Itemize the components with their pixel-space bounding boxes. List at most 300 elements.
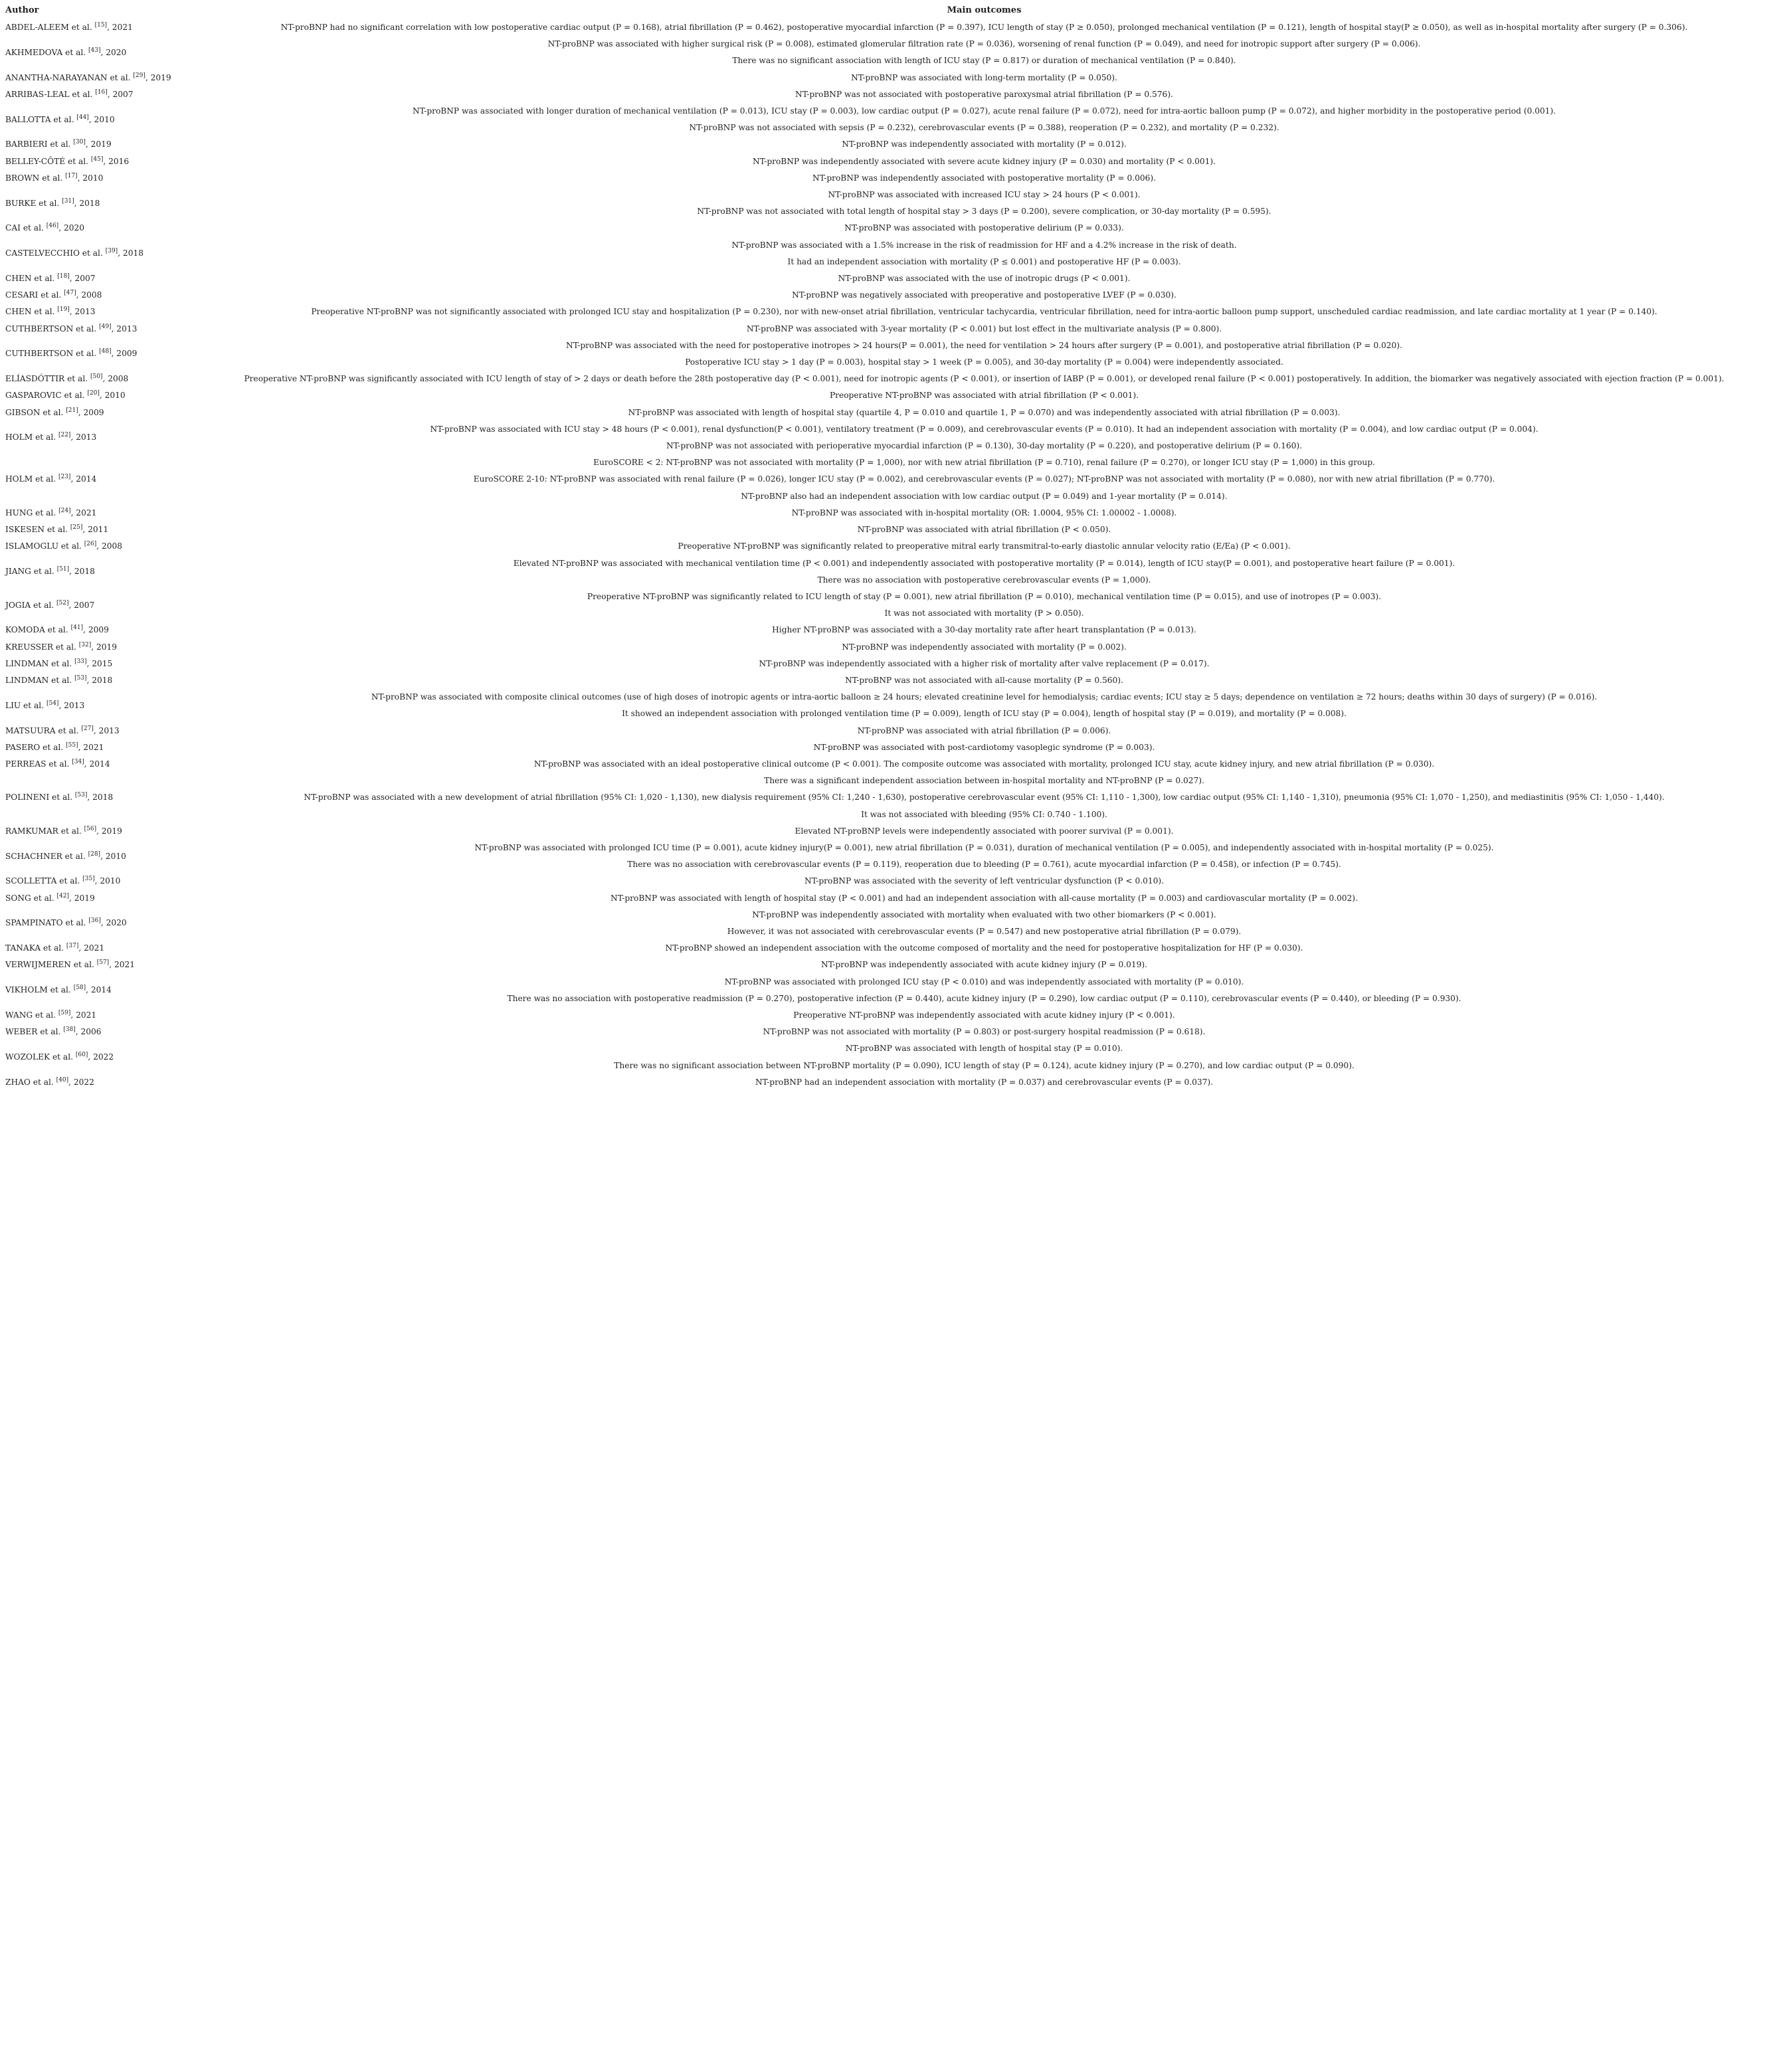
- outcome-cell: [179, 773, 1789, 823]
- outcome-text: NT-proBNP was associated with a new development of atrial fibrillation (95% CI: 1,020 - 1,130), new dialysis requirement (95% CI: 1,240 - 1,630), postoperative cerebrovascular event (95% CI: 1,110 - 1,300), low cardiac output (95% CI: 1,140 - 1,310), pneumonia (95% CI: 1,070 - 1,250), and mediastinitis (95% CI: 1,050 - 1,440).: [304, 793, 1665, 802]
- outcome-cell: [179, 823, 1789, 840]
- publication-year: , 2007: [69, 274, 96, 284]
- outcome-text: Postoperative ICU stay > 1 day (P = 0.003), hospital stay > 1 week (P = 0.005), and 30-day mortality (P = 0.004) were independently associated.: [685, 357, 1283, 367]
- reference-number: [30]: [73, 139, 86, 146]
- outcome-cell: [179, 521, 1789, 538]
- table-row: [0, 19, 1789, 36]
- author-name: CHEN et al.: [5, 274, 55, 284]
- publication-year: , 2015: [86, 658, 113, 668]
- publication-year: , 2014: [70, 474, 97, 484]
- outcome-text: Preoperative NT-proBNP was not significantly associated with prolonged ICU stay and hospitalization (P = 0.230), nor with new-onset atrial fibrillation, ventricular tachycardia, ventricular fibrillation, need for intra-aortic balloon pump support, unscheduled cardiac readmission, and late cardiac mortality at 1 year (P = 0.140).: [311, 307, 1657, 317]
- outcome-cell: [179, 555, 1789, 589]
- author-cell: [0, 405, 179, 421]
- outcome-text: There was no significant association between NT-proBNP mortality (P = 0.090), ICU length of stay (P = 0.124), acute kidney injury (P = 0.270), and low cardiac output (P = 0.090).: [614, 1060, 1355, 1070]
- outcome-text: NT-proBNP was associated with post-cardiotomy vasoplegic syndrome (P = 0.003).: [813, 742, 1155, 752]
- table-row: [0, 387, 1789, 404]
- reference-number: [48]: [99, 348, 112, 355]
- outcome-text: NT-proBNP was negatively associated with preoperative and postoperative LVEF (P = 0.030).: [792, 290, 1177, 300]
- author-cell: [0, 19, 179, 36]
- outcome-cell: [179, 387, 1789, 404]
- table-row: [0, 287, 1789, 304]
- table-row: [0, 756, 1789, 773]
- outcome-text: NT-proBNP was associated with atrial fibrillation (P = 0.006).: [857, 725, 1111, 735]
- author-name: CHEN et al.: [5, 307, 55, 317]
- reference-number: [58]: [73, 985, 86, 992]
- outcome-cell: [179, 36, 1789, 69]
- table-row: [0, 521, 1789, 538]
- table-row: [0, 940, 1789, 957]
- outcome-text: NT-proBNP was independently associated with severe acute kidney injury (P = 0.030) and mortality (P < 0.001).: [753, 156, 1216, 166]
- table-row: [0, 270, 1789, 287]
- author-cell: [0, 1024, 179, 1040]
- author-name: LINDMAN et al.: [5, 658, 72, 668]
- outcome-text: There was no association with postoperative cerebrovascular events (P = 1,000).: [817, 575, 1151, 585]
- table-row: [0, 237, 1789, 270]
- author-cell: [0, 756, 179, 773]
- publication-year: , 2009: [83, 625, 109, 635]
- table-row: [0, 70, 1789, 86]
- author-cell: [0, 287, 179, 304]
- author-name: RAMKUMAR et al.: [5, 826, 82, 836]
- publication-year: , 2013: [70, 432, 97, 442]
- publication-year: , 2021: [107, 23, 133, 32]
- table-row: [0, 337, 1789, 371]
- table-row: [0, 723, 1789, 739]
- publication-year: , 2010: [94, 876, 121, 886]
- publication-year: , 2013: [93, 725, 120, 735]
- publication-year: , 2020: [58, 223, 84, 233]
- main-outcomes-column-header: Main outcomes: [947, 5, 1022, 15]
- outcome-cell: [179, 739, 1789, 756]
- publication-year: , 2019: [145, 72, 171, 82]
- author-name: CASTELVECCHIO et al.: [5, 248, 103, 258]
- publication-year: , 2021: [78, 742, 104, 752]
- reference-number: [17]: [65, 172, 78, 179]
- author-name: GIBSON et al.: [5, 407, 64, 417]
- author-cell: [0, 36, 179, 69]
- reference-number: [40]: [56, 1076, 69, 1083]
- publication-year: , 2021: [109, 960, 135, 970]
- publication-year: , 2019: [85, 140, 112, 149]
- publication-year: , 2021: [70, 1010, 97, 1020]
- outcome-text: NT-proBNP was associated with length of hospital stay (P < 0.001) and had an independent association with all-cause mortality (P = 0.003) and cardiovascular mortality (P = 0.002).: [611, 893, 1358, 903]
- reference-number: [22]: [58, 432, 71, 439]
- author-cell: [0, 337, 179, 371]
- author-name: LIU et al.: [5, 700, 45, 710]
- outcome-text: NT-proBNP was independently associated with mortality (P = 0.002).: [842, 642, 1127, 652]
- reference-number: [54]: [46, 700, 59, 707]
- table-row: [0, 405, 1789, 421]
- author-cell: [0, 773, 179, 823]
- outcome-text: NT-proBNP was not associated with total length of hospital stay > 3 days (P = 0.200), severe complication, or 30-day mortality (P = 0.595).: [697, 207, 1271, 217]
- table-row: [0, 823, 1789, 840]
- outcome-text: NT-proBNP was independently associated with a higher risk of mortality after valve replacement (P = 0.017).: [759, 658, 1210, 668]
- reference-number: [33]: [74, 658, 87, 665]
- table-row: [0, 1007, 1789, 1024]
- outcome-cell: [179, 103, 1789, 136]
- outcome-text: NT-proBNP was associated with length of hospital stay (quartile 4, P = 0.010 and quartile 1, P = 0.070) and was independently associated with atrial fibrillation (P = 0.003).: [628, 407, 1341, 417]
- outcome-text: However, it was not associated with cerebrovascular events (P = 0.547) and new postoperative atrial fibrillation (P = 0.079).: [727, 926, 1242, 936]
- outcome-text: Elevated NT-proBNP levels were independently associated with poorer survival (P = 0.001).: [795, 826, 1174, 836]
- outcome-cell: [179, 1074, 1789, 1091]
- table-body: [0, 19, 1789, 1091]
- outcome-text: NT-proBNP was independently associated with postoperative mortality (P = 0.006).: [812, 173, 1156, 183]
- reference-number: [51]: [56, 566, 70, 573]
- outcome-cell: [179, 337, 1789, 371]
- table-row: [0, 639, 1789, 656]
- publication-year: , 2014: [86, 985, 112, 995]
- author-name: ARRIBAS-LEAL et al.: [5, 89, 93, 99]
- table-row: [0, 1074, 1789, 1091]
- author-cell: [0, 421, 179, 454]
- author-name: KREUSSER et al.: [5, 642, 76, 652]
- publication-year: , 2011: [82, 525, 109, 535]
- publication-year: , 2008: [96, 541, 122, 551]
- outcome-text: There was a significant independent association between in-hospital mortality and NT-proBNP (P = 0.027).: [764, 776, 1204, 786]
- author-name: ABDEL-ALEEM et al.: [5, 23, 92, 32]
- publication-year: , 2009: [111, 349, 138, 359]
- outcome-text: NT-proBNP was associated with an ideal postoperative clinical outcome (P < 0.001). The composite outcome was associated with mortality, prolonged ICU stay, acute kidney injury, and new atrial fibrillation (P = 0.030).: [533, 759, 1435, 769]
- outcome-text: Preoperative NT-proBNP was significantly related to preoperative mitral early transmitral-to-early diastolic annular velocity ratio (E/Ea) (P < 0.001).: [678, 541, 1291, 551]
- author-name: JIANG et al.: [5, 567, 54, 577]
- reference-number: [23]: [58, 474, 71, 481]
- author-cell: [0, 723, 179, 739]
- author-cell: [0, 1040, 179, 1074]
- outcome-cell: [179, 723, 1789, 739]
- reference-number: [21]: [66, 407, 78, 414]
- author-name: CUTHBERTSON et al.: [5, 349, 97, 359]
- outcome-text: NT-proBNP was associated with ICU stay > 48 hours (P < 0.001), renal dysfunction(P < 0.001), ventilatory treatment (P = 0.009), and cerebrovascular events (P = 0.010). It had an independent association with mortality (P = 0.004), and low cardiac output (P = 0.004).: [430, 424, 1539, 434]
- outcome-cell: [179, 1040, 1789, 1074]
- author-name: MATSUURA et al.: [5, 725, 79, 735]
- author-name: BURKE et al.: [5, 198, 60, 208]
- publication-year: , 2018: [86, 675, 113, 685]
- publication-year: , 2020: [100, 918, 127, 928]
- outcome-text: NT-proBNP was not associated with mortality (P = 0.803) or post-surgery hospital readmission (P = 0.618).: [763, 1027, 1206, 1037]
- outcome-text: NT-proBNP was associated with prolonged ICU stay (P < 0.010) and was independently associated with mortality (P = 0.010).: [724, 977, 1244, 987]
- outcome-cell: [179, 287, 1789, 304]
- publication-year: , 2020: [100, 47, 127, 57]
- reference-number: [50]: [90, 373, 103, 381]
- outcome-cell: [179, 19, 1789, 36]
- reference-number: [56]: [84, 825, 97, 832]
- table-header-row: [0, 0, 1789, 19]
- outcome-text: Preoperative NT-proBNP was significantly associated with ICU length of stay of > 2 days or death before the 28th postoperative day (P < 0.001), need for inotropic agents (P < 0.001), or insertion of IABP (P = 0.001), or developed renal failure (P < 0.001) postoperatively. In addition, the biomarker was negatively associated with ejection fraction (P = 0.001).: [244, 374, 1725, 384]
- author-cell: [0, 823, 179, 840]
- publication-year: , 2006: [75, 1027, 102, 1037]
- author-cell: [0, 656, 179, 672]
- table-row: [0, 656, 1789, 672]
- outcome-cell: [179, 454, 1789, 505]
- outcome-cell: [179, 656, 1789, 672]
- author-name: GASPAROVIC et al.: [5, 391, 85, 401]
- outcome-text: NT-proBNP was associated with prolonged ICU time (P = 0.001), acute kidney injury(P = 0.001), new atrial fibrillation (P = 0.031), duration of mechanical ventilation (P = 0.005), and independently associated with in-hospital mortality (P = 0.025).: [474, 842, 1494, 852]
- reference-number: [34]: [72, 758, 84, 765]
- author-cell: [0, 538, 179, 555]
- author-name: SCOLLETTA et al.: [5, 876, 80, 886]
- reference-number: [39]: [105, 248, 118, 255]
- author-name: TANAKA et al.: [5, 943, 64, 953]
- outcome-cell: [179, 187, 1789, 220]
- publication-year: , 2019: [91, 642, 118, 652]
- outcome-cell: [179, 371, 1789, 387]
- outcome-cell: [179, 672, 1789, 689]
- publication-year: , 2013: [69, 307, 96, 317]
- author-name: PASERO et al.: [5, 742, 64, 752]
- outcome-cell: [179, 639, 1789, 656]
- outcome-text: NT-proBNP was not associated with all-cause mortality (P = 0.560).: [845, 675, 1123, 685]
- table-row: [0, 103, 1789, 136]
- publication-year: , 2018: [69, 567, 95, 577]
- reference-number: [42]: [56, 892, 69, 899]
- outcome-cell: [179, 270, 1789, 287]
- outcome-text: NT-proBNP was associated with increased ICU stay > 24 hours (P < 0.001).: [828, 190, 1141, 200]
- table-row: [0, 589, 1789, 622]
- outcome-cell: [179, 220, 1789, 236]
- outcome-cell: [179, 136, 1789, 153]
- reference-number: [57]: [96, 959, 110, 967]
- reference-number: [29]: [133, 72, 145, 79]
- outcome-cell: [179, 237, 1789, 270]
- reference-number: [31]: [62, 197, 74, 205]
- author-cell: [0, 974, 179, 1007]
- publication-year: , 2018: [87, 793, 114, 802]
- table-row: [0, 957, 1789, 973]
- reference-number: [45]: [90, 155, 104, 163]
- publication-year: , 2010: [77, 173, 104, 183]
- outcome-text: EuroSCORE < 2: NT-proBNP was not associated with mortality (P = 1,000), nor with new atrial fibrillation (P = 0.710), renal failure (P = 0.270), or longer ICU stay (P = 1,000) in this group.: [593, 458, 1375, 468]
- outcome-cell: [179, 689, 1789, 722]
- publication-year: , 2022: [88, 1052, 114, 1062]
- outcome-text: NT-proBNP was associated with length of hospital stay (P = 0.010).: [845, 1044, 1123, 1054]
- outcome-text: NT-proBNP was associated with a 1.5% increase in the risk of readmission for HF and a 4.2% increase in the risk of death.: [731, 240, 1237, 250]
- author-cell: [0, 555, 179, 589]
- outcome-text: NT-proBNP was not associated with perioperative myocardial infarction (P = 0.130), 30-day mortality (P = 0.220), and postoperative delirium (P = 0.160).: [666, 441, 1302, 451]
- author-cell: [0, 907, 179, 940]
- author-name: VIKHOLM et al.: [5, 985, 71, 995]
- reference-number: [15]: [94, 21, 108, 29]
- outcome-cell: [179, 622, 1789, 638]
- publication-year: , 2019: [69, 893, 95, 903]
- author-name: VERWIJMEREN et al.: [5, 960, 94, 970]
- author-name: CUTHBERTSON et al.: [5, 324, 97, 333]
- table-row: [0, 555, 1789, 589]
- reference-number: [37]: [66, 943, 79, 950]
- outcome-text: Preoperative NT-proBNP was independently associated with acute kidney injury (P < 0.001).: [793, 1010, 1175, 1020]
- outcome-cell: [179, 1024, 1789, 1040]
- author-cell: [0, 270, 179, 287]
- outcome-text: There was no association with postoperative readmission (P = 0.270), postoperative infection (P = 0.440), acute kidney injury (P = 0.290), low cardiac output (P = 0.110), cerebrovascular events (P = 0.440), or bleeding (P = 0.930).: [507, 993, 1461, 1003]
- reference-number: [41]: [70, 624, 84, 632]
- outcome-text: NT-proBNP was associated with long-term mortality (P = 0.050).: [851, 72, 1117, 82]
- author-name: HOLM et al.: [5, 474, 56, 484]
- outcome-cell: [179, 405, 1789, 421]
- publication-year: , 2009: [78, 407, 104, 417]
- reference-number: [43]: [88, 47, 101, 54]
- author-cell: [0, 387, 179, 404]
- author-name: ISKESEN et al.: [5, 525, 68, 535]
- outcome-text: NT-proBNP was associated with higher surgical risk (P = 0.008), estimated glomerular filtration rate (P = 0.036), worsening of renal function (P = 0.049), and need for inotropic support after surgery (P = 0.006).: [547, 39, 1421, 49]
- outcome-cell: [179, 589, 1789, 622]
- author-cell: [0, 1074, 179, 1091]
- author-cell: [0, 689, 179, 722]
- author-cell: [0, 371, 179, 387]
- publication-year: , 2013: [111, 324, 138, 333]
- author-name: ANANTHA-NARAYANAN et al.: [5, 72, 131, 82]
- author-cell: [0, 840, 179, 873]
- reference-number: [55]: [66, 741, 78, 749]
- reference-number: [18]: [57, 272, 70, 280]
- author-name: ZHAO et al.: [5, 1077, 54, 1087]
- publication-year: , 2022: [68, 1077, 94, 1087]
- outcome-text: NT-proBNP was associated with 3-year mortality (P < 0.001) but lost effect in the multivariate analysis (P = 0.800).: [746, 324, 1222, 333]
- outcome-text: Preoperative NT-proBNP was significantly related to ICU length of stay (P = 0.001), new atrial fibrillation (P = 0.010), mechanical ventilation time (P = 0.015), and use of inotropes (P = 0.003).: [587, 591, 1381, 601]
- author-cell: [0, 237, 179, 270]
- outcome-cell: [179, 86, 1789, 103]
- publication-year: , 2013: [58, 700, 85, 710]
- outcome-text: It had an independent association with mortality (P ≤ 0.001) and postoperative HF (P = 0.003).: [787, 256, 1181, 266]
- author-name: BALLOTTA et al.: [5, 114, 74, 124]
- author-cell: [0, 521, 179, 538]
- author-name: CESARI et al.: [5, 290, 62, 300]
- outcome-cell: [179, 153, 1789, 170]
- table-row: [0, 1040, 1789, 1074]
- author-cell: [0, 86, 179, 103]
- table-row: [0, 170, 1789, 187]
- author-cell: [0, 136, 179, 153]
- outcome-text: NT-proBNP was associated with the need for postoperative inotropes > 24 hours(P = 0.001), the need for ventilation > 24 hours after surgery (P = 0.001), and postoperative atrial fibrillation (P = 0.020).: [566, 340, 1402, 350]
- author-cell: [0, 940, 179, 957]
- reference-number: [24]: [58, 507, 71, 514]
- author-name: KOMODA et al.: [5, 625, 68, 635]
- outcome-cell: [179, 304, 1789, 320]
- table-row: [0, 622, 1789, 638]
- outcome-text: NT-proBNP was associated with in-hospital mortality (OR: 1.0004, 95% CI: 1.00002 - 1.0008).: [791, 508, 1177, 518]
- outcome-text: NT-proBNP had no significant correlation with low postoperative cardiac output (P = 0.168), atrial fibrillation (P = 0.462), postoperative myocardial infarction (P = 0.397), ICU length of stay (P ≥ 0.050), prolonged mechanical ventilation (P = 0.121), length of hospital stay(P ≥ 0.050), as well as in-hospital mortality after surgery (P = 0.306).: [280, 23, 1688, 32]
- outcome-text: It was not associated with bleeding (95% CI: 0.740 - 1.100).: [861, 809, 1107, 819]
- table-row: [0, 907, 1789, 940]
- reference-number: [32]: [78, 641, 92, 648]
- table-row: [0, 974, 1789, 1007]
- reference-number: [49]: [99, 323, 112, 330]
- author-cell: [0, 589, 179, 622]
- author-cell: [0, 672, 179, 689]
- reference-number: [25]: [70, 524, 83, 531]
- author-cell: [0, 304, 179, 320]
- author-name: WOZOLEK et al.: [5, 1052, 73, 1062]
- author-cell: [0, 103, 179, 136]
- outcome-text: NT-proBNP was associated with atrial fibrillation (P < 0.050).: [857, 525, 1111, 535]
- outcome-text: There was no association with cerebrovascular events (P = 0.119), reoperation due to bleeding (P = 0.761), acute myocardial infarction (P = 0.458), or infection (P = 0.745).: [627, 860, 1341, 870]
- table-row: [0, 1024, 1789, 1040]
- outcome-cell: [179, 321, 1789, 337]
- author-name: WANG et al.: [5, 1010, 56, 1020]
- outcome-text: Preoperative NT-proBNP was associated with atrial fibrillation (P < 0.001).: [829, 391, 1139, 401]
- publication-year: , 2021: [78, 943, 105, 953]
- author-name: PERREAS et al.: [5, 759, 70, 769]
- reference-number: [46]: [46, 223, 59, 230]
- table-row: [0, 153, 1789, 170]
- outcome-cell: [179, 907, 1789, 940]
- reference-number: [53]: [74, 674, 87, 682]
- reference-number: [60]: [75, 1051, 88, 1058]
- reference-number: [47]: [64, 290, 76, 297]
- author-name: SONG et al.: [5, 893, 54, 903]
- author-name: SCHACHNER et al.: [5, 851, 86, 861]
- author-name: ISLAMOGLU et al.: [5, 541, 82, 551]
- outcome-cell: [179, 957, 1789, 973]
- outcome-cell: [179, 756, 1789, 773]
- publication-year: , 2018: [118, 248, 143, 258]
- table-row: [0, 36, 1789, 69]
- author-name: HUNG et al.: [5, 508, 56, 518]
- outcome-text: NT-proBNP was associated with the severity of left ventricular dysfunction (P < 0.010).: [804, 876, 1164, 886]
- outcome-text: EuroSCORE 2-10: NT-proBNP was associated with renal failure (P = 0.026), longer ICU stay (P = 0.002), and cerebrovascular events (P = 0.027); NT-proBNP was not associated with mortality (P = 0.080), nor with new atrial fibrillation (P = 0.770).: [473, 474, 1495, 484]
- publication-year: , 2014: [84, 759, 110, 769]
- table-row: [0, 187, 1789, 220]
- table-row: [0, 421, 1789, 454]
- table-row: [0, 689, 1789, 722]
- reference-number: [26]: [84, 541, 97, 548]
- publication-year: , 2016: [103, 156, 130, 166]
- reference-number: [27]: [81, 725, 94, 732]
- author-cell: [0, 1007, 179, 1024]
- author-name: ELÍASDÓTTIR et al.: [5, 374, 88, 384]
- outcome-cell: [179, 505, 1789, 521]
- outcome-cell: [179, 538, 1789, 555]
- reference-number: [53]: [74, 792, 88, 799]
- table-row: [0, 890, 1789, 907]
- table-row: [0, 220, 1789, 236]
- author-name: LINDMAN et al.: [5, 675, 72, 685]
- author-cell: [0, 873, 179, 890]
- outcome-text: There was no significant association with length of ICU stay (P = 0.817) or duration of mechanical ventilation (P = 0.840).: [732, 56, 1236, 66]
- outcome-cell: [179, 873, 1789, 890]
- author-cell: [0, 890, 179, 907]
- outcome-text: NT-proBNP was independently associated with mortality when evaluated with two other biomarkers (P < 0.001).: [752, 909, 1216, 919]
- outcome-text: NT-proBNP was associated with composite clinical outcomes (use of high doses of inotropic agents or intra-aortic balloon ≥ 24 hours; elevated creatinine level for hemodialysis; cardiac events; ICU stay ≥ 5 days; dependence on ventilation ≥ 72 hours; deaths within 30 days of surgery) (P = 0.016).: [371, 692, 1598, 702]
- author-cell: [0, 220, 179, 236]
- author-name: BARBIERI et al.: [5, 140, 71, 149]
- author-name: BROWN et al.: [5, 173, 63, 183]
- publication-year: , 2007: [68, 600, 95, 610]
- reference-number: [59]: [58, 1009, 71, 1016]
- outcome-cell: [179, 170, 1789, 187]
- table-row: [0, 454, 1789, 505]
- outcome-cell: [179, 70, 1789, 86]
- author-cell: [0, 187, 179, 220]
- outcome-text: NT-proBNP showed an independent association with the outcome composed of mortality and the need for postoperative hospitalization for HF (P = 0.030).: [665, 943, 1303, 953]
- reference-number: [16]: [95, 88, 108, 96]
- outcome-text: NT-proBNP was not associated with postoperative paroxysmal atrial fibrillation (P = 0.576).: [795, 89, 1173, 99]
- publication-year: , 2008: [76, 290, 102, 300]
- author-name: CAI et al.: [5, 223, 44, 233]
- outcome-text: NT-proBNP was associated with postoperative delirium (P = 0.033).: [844, 223, 1124, 233]
- table-row: [0, 321, 1789, 337]
- publication-year: , 2018: [74, 198, 100, 208]
- outcome-text: It showed an independent association with prolonged ventilation time (P = 0.009), length of ICU stay (P = 0.004), length of hospital stay (P = 0.019), and mortality (P = 0.008).: [622, 709, 1347, 719]
- publication-year: , 2010: [88, 114, 115, 124]
- outcome-text: NT-proBNP had an independent association with mortality (P = 0.037) and cerebrovascular events (P = 0.037).: [755, 1077, 1214, 1087]
- author-cell: [0, 70, 179, 86]
- author-name: JOGIA et al.: [5, 600, 54, 610]
- author-name: HOLM et al.: [5, 432, 56, 442]
- publication-year: , 2010: [99, 391, 126, 401]
- table-row: [0, 840, 1789, 873]
- table-row: [0, 672, 1789, 689]
- author-name: WEBER et al.: [5, 1027, 61, 1037]
- author-cell: [0, 622, 179, 638]
